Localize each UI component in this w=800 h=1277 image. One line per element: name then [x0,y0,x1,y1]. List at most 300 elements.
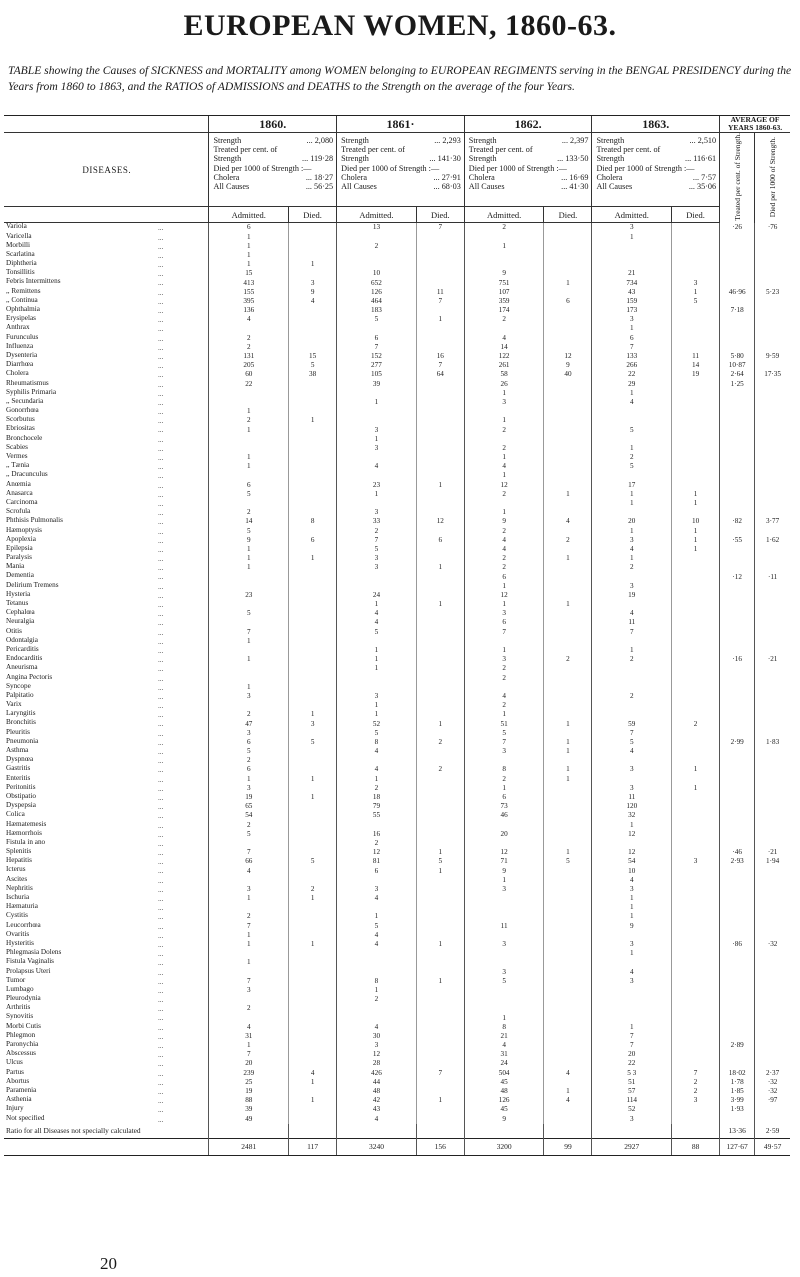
admitted-cell: 5 [337,628,417,637]
admitted-cell: 2 [209,1004,289,1013]
died-cell [544,674,592,683]
admitted-cell: 4 [337,940,417,949]
admitted-cell: 12 [337,848,417,857]
leader-dots: ... [158,803,164,812]
died-cell: 1 [672,527,720,536]
admitted-cell: 5 [337,545,417,554]
died-cell [416,628,464,637]
admitted-cell: 4 [337,618,417,627]
leader-dots: ... [158,950,164,959]
disease-label: Scarlatina [6,250,35,258]
died-cell [544,885,592,894]
average-cell: ·11 [755,572,790,581]
table-row [4,481,790,490]
average-cell [755,398,790,407]
admitted-cell: 1 [337,701,417,710]
admitted-cell: 4 [592,876,672,885]
strength-block-1862 [464,133,592,207]
admitted-cell [592,407,672,416]
admitted-cell: 33 [337,517,417,526]
table-row [4,968,790,977]
admitted-cell [337,876,417,885]
admitted-cell: 1 [464,710,544,719]
admitted-cell: 266 [592,361,672,370]
died-cell: 2 [544,655,592,664]
leader-dots: ... [158,426,164,435]
year-header-1861: 1861· [337,116,465,133]
admitted-cell: 159 [592,297,672,306]
average-cell [755,811,790,820]
admitted-cell: 23 [337,481,417,490]
died-cell [416,664,464,673]
disease-name [4,554,209,563]
died-cell: 8 [289,517,337,526]
disease-name [4,435,209,444]
died-cell [544,628,592,637]
table-row [4,444,790,453]
died-cell [289,903,337,912]
died-cell [672,710,720,719]
died-cell [672,995,720,1004]
strength-line-label: All Causes [341,182,377,192]
admitted-cell: 1 [592,1023,672,1032]
died-cell [544,710,592,719]
died-cell: 7 [416,361,464,370]
table-caption: TABLE showing the Causes of SICKNESS and MORTALITY among WOMEN belonging to EUROPEAN REGIMENTS serving in the BENGAL PRESIDENCY during the Years from 1860 to 1863, and the RATIOS of ADMISSIONS and DEATHS to the Strength on the average of the four Years. [8,64,792,93]
died-cell [289,242,337,251]
admitted-cell [209,499,289,508]
died-cell [289,389,337,398]
admitted-cell: 4 [592,747,672,756]
admitted-cell [337,903,417,912]
disease-label: Morbi Cutis [6,1022,41,1030]
died-cell [416,444,464,453]
admitted-cell: 48 [337,1087,417,1096]
disease-label: Dementia [6,572,34,580]
average-cell: ·82 [720,517,755,526]
table-row [4,756,790,765]
died-cell [289,628,337,637]
died-header: Died. [289,207,337,223]
admitted-cell: 5 [209,527,289,536]
disease-name [4,701,209,710]
table-row [4,628,790,637]
admitted-cell: 3 [464,885,544,894]
admitted-cell [464,912,544,921]
average-cell [755,618,790,627]
strength-line [596,164,716,173]
died-cell [672,637,720,646]
average-cell: ·21 [755,655,790,664]
disease-name [4,508,209,517]
died-cell [672,664,720,673]
admitted-cell: 7 [337,536,417,545]
died-cell: 9 [544,361,592,370]
admitted-cell: 5 3 [592,1069,672,1078]
leader-dots: ... [158,564,164,573]
admitted-cell: 4 [337,894,417,903]
average-cell: 5·80 [720,352,755,361]
disease-name [4,1050,209,1059]
empty-cell [416,1124,464,1139]
disease-name [4,1041,209,1050]
admitted-cell: 28 [337,1059,417,1068]
died-cell [289,802,337,811]
average-cell [720,618,755,627]
disease-label: Diarrhœa [6,361,34,369]
leader-dots: ... [158,986,164,995]
died-cell [289,380,337,389]
diseases-header: DISEASES. [82,165,132,176]
died-cell [416,416,464,425]
admitted-cell [337,968,417,977]
disease-label: Obstipatio [6,792,36,800]
average-cell: ·86 [720,940,755,949]
disease-name [4,986,209,995]
average-cell [720,821,755,830]
disease-name [4,857,209,866]
admitted-cell: 22 [592,1059,672,1068]
average-cell [755,747,790,756]
died-cell: 40 [544,370,592,379]
disease-name [4,1069,209,1078]
average-cell [720,830,755,839]
admitted-cell: 9 [464,1115,544,1124]
disease-label: Ebriositas [6,425,35,433]
average-cell [720,968,755,977]
disease-label: Hepatitis [6,857,32,865]
died-cell [416,821,464,830]
table-row [4,233,790,242]
died-cell [672,692,720,701]
admitted-cell: 152 [337,352,417,361]
disease-name [4,618,209,627]
died-cell [672,912,720,921]
died-cell [416,1032,464,1041]
admitted-cell [209,572,289,581]
died-cell [416,508,464,517]
died-cell [289,435,337,444]
leader-dots: ... [158,996,164,1005]
average-cell [755,903,790,912]
table-row [4,1004,790,1013]
disease-name [4,802,209,811]
disease-name [4,324,209,333]
died-cell [544,811,592,820]
average-cell [755,683,790,692]
died-cell [289,866,337,875]
disease-name [4,1087,209,1096]
died-cell [289,223,337,233]
average-cell [755,343,790,352]
admitted-cell [337,499,417,508]
leader-dots: ... [158,334,164,343]
admitted-cell [209,600,289,609]
strength-line [341,173,461,182]
died-cell [544,876,592,885]
died-cell [544,563,592,572]
strength-line-label: Treated per cent. of [596,145,661,155]
died-cell [289,1013,337,1022]
average-cell [755,462,790,471]
admitted-cell [337,756,417,765]
average-cell [755,1013,790,1022]
leader-dots: ... [158,371,164,380]
admitted-cell: 12 [592,848,672,857]
average-cell [720,251,755,260]
disease-name [4,894,209,903]
strength-line [469,164,589,173]
died-cell [672,609,720,618]
disease-label: Peritonitis [6,783,36,791]
died-cell [672,582,720,591]
disease-name [4,885,209,894]
disease-label: Palpitatio [6,691,34,699]
disease-label: Ophthalmia [6,306,40,314]
admitted-cell: 1 [592,233,672,242]
average-cell: 2·93 [720,857,755,866]
admitted-cell: 24 [464,1059,544,1068]
admitted-cell: 6 [592,334,672,343]
table-row [4,1023,790,1032]
admitted-cell [464,260,544,269]
strength-line [469,182,589,191]
leader-dots: ... [158,748,164,757]
average-cell [720,242,755,251]
admitted-cell: 1 [209,958,289,967]
died-cell [672,481,720,490]
died-cell [672,233,720,242]
died-cell: 1 [544,775,592,784]
admitted-cell: 5 [209,830,289,839]
admitted-cell: 59 [592,719,672,728]
admitted-cell: 51 [592,1078,672,1087]
page-title: EUROPEAN WOMEN, 1860-63. [183,9,617,42]
table-row [4,637,790,646]
died-cell [672,747,720,756]
died-cell [416,756,464,765]
died-cell: 4 [544,1096,592,1105]
average-header: AVERAGE OF YEARS 1860-63. [720,116,790,133]
admitted-cell [209,701,289,710]
leader-dots: ... [158,233,164,242]
disease-name [4,233,209,242]
disease-name [4,922,209,931]
leader-dots: ... [158,867,164,876]
died-cell [416,922,464,931]
admitted-cell: 3 [592,784,672,793]
average-cell [755,894,790,903]
admitted-cell [209,1013,289,1022]
died-cell [672,793,720,802]
admitted-cell: 5 [464,729,544,738]
admitted-cell: 2 [464,490,544,499]
year-header-row [4,116,790,133]
table-row [4,242,790,251]
disease-label: Hæmatemesis [6,820,47,828]
died-cell: 14 [672,361,720,370]
leader-dots: ... [158,435,164,444]
disease-name [4,811,209,820]
leader-dots: ... [158,509,164,518]
died-cell: 1 [416,719,464,728]
admitted-cell: 359 [464,297,544,306]
admitted-cell: 3 [337,885,417,894]
admitted-cell: 3 [592,977,672,986]
admitted-cell: 1 [464,453,544,462]
admitted-cell [592,958,672,967]
average-cell [720,508,755,517]
admitted-cell: 5 [337,729,417,738]
table-row [4,876,790,885]
died-cell [416,903,464,912]
died-cell [289,343,337,352]
died-cell [416,499,464,508]
table-row [4,1041,790,1050]
admitted-cell: 14 [209,517,289,526]
admitted-cell [592,986,672,995]
strength-line-value: ... 2,293 [434,136,461,145]
died-cell [544,637,592,646]
died-cell: 64 [416,370,464,379]
admitted-cell [592,756,672,765]
average-cell: ·21 [755,848,790,857]
died-cell: 6 [416,536,464,545]
average-cell [720,425,755,434]
died-cell [672,968,720,977]
average-cell [720,646,755,655]
empty-cell [592,1124,672,1139]
died-cell [416,811,464,820]
average-cell [720,866,755,875]
admitted-cell: 1 [592,554,672,563]
average-cell [720,297,755,306]
died-cell [672,618,720,627]
died-cell: 19 [672,370,720,379]
admitted-cell: 133 [592,352,672,361]
died-cell [416,1078,464,1087]
total-cell: 156 [416,1138,464,1155]
admitted-cell: 24 [337,591,417,600]
average-cell [720,582,755,591]
leader-dots: ... [158,628,164,637]
admitted-cell [592,839,672,848]
died-cell [289,398,337,407]
died-cell [672,435,720,444]
total-cell: 3200 [464,1138,544,1155]
average-cell: 3·77 [755,517,790,526]
table-row [4,784,790,793]
table-row [4,407,790,416]
admitted-cell [592,416,672,425]
admitted-cell [209,664,289,673]
strength-line-value: ... 18·27 [305,172,334,182]
died-cell: 2 [289,885,337,894]
average-cell [755,416,790,425]
admitted-cell: 652 [337,278,417,287]
admitted-cell: 1 [464,600,544,609]
died-cell [289,269,337,278]
average-cell [755,563,790,572]
admitted-cell: 1 [209,407,289,416]
table-row [4,591,790,600]
disease-label: Epilepsia [6,544,33,552]
disease-label: Anthrax [6,324,30,332]
died-cell [289,600,337,609]
disease-name [4,756,209,765]
average-cell [755,1032,790,1041]
admitted-cell: 8 [337,738,417,747]
average-cell [720,527,755,536]
admitted-cell: 7 [592,343,672,352]
table-row [4,949,790,958]
died-cell [672,922,720,931]
died-cell [544,1032,592,1041]
leader-dots: ... [158,288,164,297]
average-cell [720,545,755,554]
disease-label: Paralysis [6,554,32,562]
admitted-cell: 5 [592,738,672,747]
table-row [4,765,790,774]
disease-name [4,958,209,967]
disease-label: Hæmaturia [6,903,38,911]
died-cell [416,793,464,802]
died-cell [289,646,337,655]
disease-name [4,471,209,480]
average-cell [720,775,755,784]
admitted-cell: 16 [337,830,417,839]
died-cell [672,931,720,940]
disease-name [4,288,209,297]
admitted-cell: 1 [337,775,417,784]
disease-name [4,1013,209,1022]
table-row [4,793,790,802]
totals-row [4,1138,790,1155]
average-cell [755,334,790,343]
leader-dots: ... [158,1032,164,1041]
disease-name [4,912,209,921]
leader-dots: ... [158,959,164,968]
admitted-cell: 136 [209,306,289,315]
disease-label: Carcinoma [6,498,38,506]
admitted-cell [464,251,544,260]
admitted-cell: 6 [209,765,289,774]
table-row [4,609,790,618]
leader-dots: ... [158,527,164,536]
died-cell [672,251,720,260]
strength-line [213,182,333,191]
average-cell: 10·87 [720,361,755,370]
died-cell [672,1050,720,1059]
average-cell [755,435,790,444]
died-cell [672,389,720,398]
admitted-cell: 1 [337,912,417,921]
died-cell [289,756,337,765]
average-cell [755,481,790,490]
admitted-cell: 48 [464,1087,544,1096]
died-cell [289,618,337,627]
disease-name [4,536,209,545]
average-cell: ·46 [720,848,755,857]
died-cell [544,922,592,931]
average-cell [755,251,790,260]
strength-line-value: ... 133·50 [557,154,589,164]
admitted-cell: 47 [209,719,289,728]
table-row [4,278,790,287]
leader-dots: ... [158,839,164,848]
admitted-cell [592,775,672,784]
admitted-cell [337,389,417,398]
